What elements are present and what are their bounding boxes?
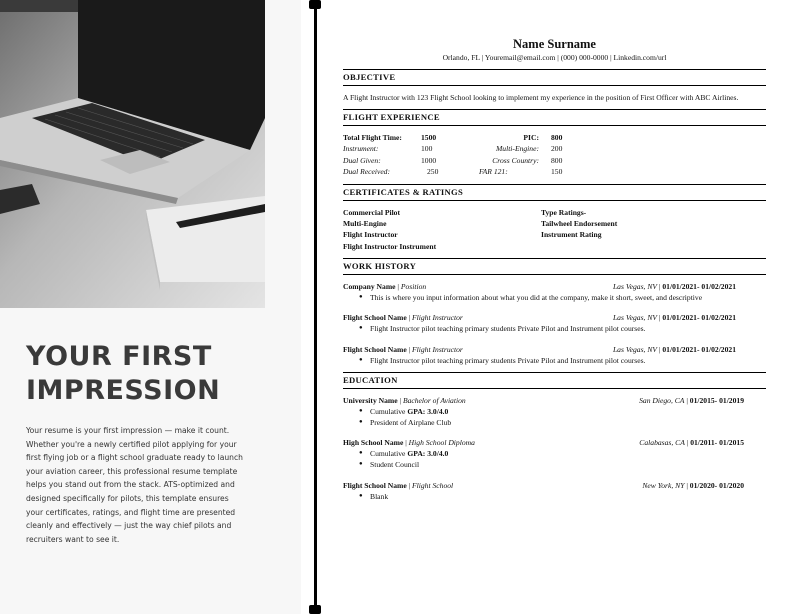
flight-time-label: PIC: [523, 133, 539, 142]
resume-content [343, 36, 766, 511]
flight-experience-heading: FLIGHT EXPERIENCE [343, 109, 766, 126]
promo-title [26, 340, 276, 408]
work-entry: Flight School Name | Flight Instructor Las Vegas, NV | 01/01/2021- 01/02/2021 ● Flight Instructor pilot teaching primary students Private Pilot and Instrument pilot courses. [343, 344, 766, 366]
job-bullet: ● Flight Instructor pilot teaching primary students Private Pilot and Instrument pilot courses. [359, 323, 766, 334]
resume-contact-line: Orlando, FL | Youremail@email.com | (000) 000-0000 | Linkedin.com/url [442, 53, 667, 62]
promo-panel [0, 0, 301, 614]
flight-time-value: 200 [551, 144, 563, 154]
job-location: Las Vegas, NV [612, 344, 658, 354]
education-entry: University Name | Bachelor of Aviation San Diego, CA | 01/2015- 01/2019 ● Cumulative GPA: 3.0/4.0 ● President of Airplane Club [343, 395, 766, 428]
job-title: Flight Instructor [412, 313, 463, 323]
flight-time-label: FAR 121: [479, 167, 508, 177]
objective-text: A Flight Instructor with 123 Flight School looking to implement my experience in the position of First Officer with ABC Airlines. [343, 93, 739, 102]
job-bullet: ● Flight Instructor pilot teaching primary students Private Pilot and Instrument pilot courses. [359, 355, 766, 366]
rating-item: Instrument Rating [541, 230, 602, 240]
objective-heading: OBJECTIVE [343, 69, 766, 86]
job-bullet: ● This is where you input information about what you did at the company, make it short, sweet, and descriptive [359, 292, 766, 303]
certificates-list [343, 207, 766, 253]
flight-experience-section [343, 126, 766, 178]
flight-time-label: Cross Country: [492, 155, 539, 165]
laptop-desk-photo [0, 0, 265, 308]
rating-item: Type Ratings- [541, 207, 587, 217]
binder-bottom-knob [309, 605, 321, 614]
promo-title-line-1: YOUR FIRST [26, 341, 212, 372]
flight-time-value: 1500 [421, 133, 437, 142]
binder-top-knob [309, 0, 321, 9]
school-name: University Name [343, 395, 398, 405]
degree: Flight School [412, 480, 454, 490]
binder-line [314, 3, 317, 611]
flight-time-value: 150 [551, 167, 563, 177]
rating-item: Tailwheel Endorsement [541, 219, 618, 229]
school-dates: 01/2015- 01/2019 [689, 395, 744, 405]
job-location: Las Vegas, NV [612, 282, 658, 292]
resume-name: Name Surname [513, 37, 596, 51]
certificates-heading: CERTIFICATES & RATINGS [343, 184, 766, 201]
promo-title-line-2: IMPRESSION [26, 375, 221, 406]
certificates-section [343, 201, 766, 253]
employer-name: Flight School Name [343, 313, 407, 323]
job-dates: 01/01/2021- 01/02/2021 [662, 344, 736, 354]
flight-time-value: 800 [551, 155, 563, 165]
work-history-heading: WORK HISTORY [343, 258, 766, 275]
flight-time-label: Dual Received: [343, 167, 391, 177]
flight-time-value: 250 [427, 167, 439, 177]
school-location: San Diego, CA [639, 395, 685, 405]
education-entry: High School Name | High School Diploma Calabasas, CA | 01/2011- 01/2015 ● Cumulative GPA: 3.0/4.0 ● Student Council [343, 437, 766, 470]
certificate-item: Multi-Engine [343, 219, 387, 229]
education-bullet: ● President of Airplane Club [359, 417, 766, 428]
education-heading: EDUCATION [343, 372, 766, 389]
certificate-item: Commercial Pilot [343, 207, 401, 217]
school-name: High School Name [343, 438, 404, 448]
objective-section [343, 86, 766, 103]
flight-time-label: Dual Given: [343, 155, 381, 165]
education-section [343, 389, 766, 502]
job-title: Flight Instructor [412, 344, 463, 354]
job-location: Las Vegas, NV [612, 313, 658, 323]
school-dates: 01/2020- 01/2020 [689, 480, 744, 490]
work-entry: Flight School Name | Flight Instructor Las Vegas, NV | 01/01/2021- 01/02/2021 ● Flight Instructor pilot teaching primary students Private Pilot and Instrument pilot courses. [343, 312, 766, 334]
degree: Bachelor of Aviation [402, 395, 466, 405]
school-dates: 01/2011- 01/2015 [690, 438, 744, 448]
education-bullet: ● Student Council [359, 459, 766, 470]
employer-name: Company Name [343, 282, 396, 292]
rating-item-empty [541, 241, 741, 252]
job-title: Position [400, 282, 427, 292]
job-dates: 01/01/2021- 01/02/2021 [662, 313, 736, 323]
flight-time-label: Multi-Engine: [495, 144, 539, 154]
education-bullet: ● Cumulative GPA: 3.0/4.0 [359, 406, 766, 417]
job-dates: 01/01/2021- 01/02/2021 [662, 282, 736, 292]
flight-time-label: Instrument: [343, 144, 379, 154]
education-bullet: ● Blank [359, 491, 766, 502]
certificate-item: Flight Instructor Instrument [343, 241, 437, 251]
promo-description: Your resume is your first impression — make it count. Whether you're a newly certified pilot applying for your first flying job or a flight school graduate ready to launch your aviation career, this professional resume template helps you stand out from the stack. ATS-optimized and designed specifically for pilots, this template ensures your certificates, ratings, and flight time are presented cleanly and effectively — just the way chief pilots and recruiters want to see it. [26, 426, 243, 544]
flight-time-value: 800 [551, 133, 563, 142]
degree: High School Diploma [408, 438, 475, 448]
flight-time-value: 1000 [421, 155, 437, 165]
school-location: Calabasas, CA [639, 438, 685, 448]
flight-time-value: 100 [421, 144, 433, 154]
education-entry: Flight School Name | Flight School New York, NY | 01/2020- 01/2020 ● Blank [343, 480, 766, 502]
certificate-item: Flight Instructor [343, 230, 398, 240]
work-history-section [343, 275, 766, 366]
work-entry: Company Name | Position Las Vegas, NV | 01/01/2021- 01/02/2021 ● This is where you input information about what you did at the company, make it short, sweet, and descriptive [343, 281, 766, 303]
school-location: New York, NY [642, 480, 685, 490]
flight-time-label: Total Flight Time: [343, 133, 402, 142]
school-name: Flight School Name [343, 480, 407, 490]
education-bullet: ● Cumulative GPA: 3.0/4.0 [359, 448, 766, 459]
employer-name: Flight School Name [343, 344, 407, 354]
flight-experience-table [343, 132, 766, 178]
